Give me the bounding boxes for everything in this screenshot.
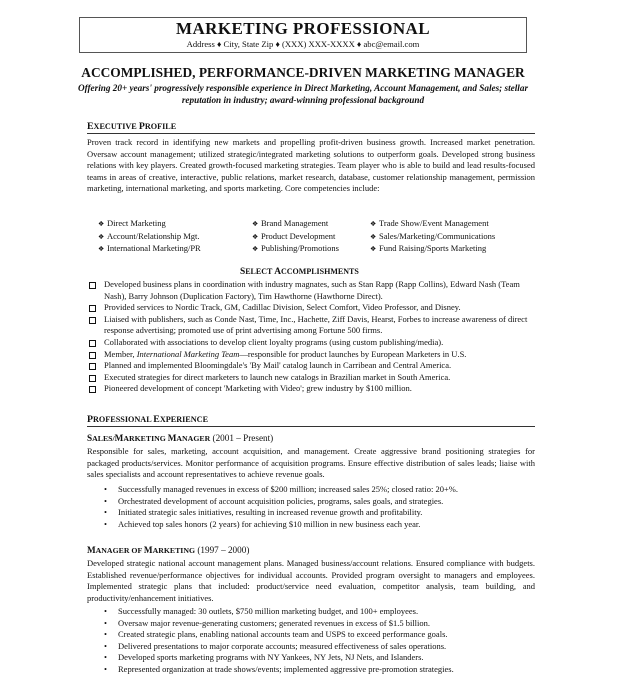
accomplishment-text: Provided services to Nordic Track, GM, Cadillac Division, Select Comfort, Video Professor, and Disney.: [104, 302, 461, 313]
heading-letter: S: [240, 267, 246, 277]
accomplishment-text: Executed strategies for direct marketers to launch new catalogs in Brazilian market in South America.: [104, 371, 451, 382]
competency-label: Product Development: [261, 230, 336, 241]
job-dates: (1997 – 2000): [195, 545, 250, 555]
heading-letter: A: [274, 267, 281, 277]
achievement-item: • Represented organization at trade shows/events; implemented aggressive pre-promotion strategies.: [102, 664, 534, 676]
checkbox-icon: [89, 363, 96, 370]
achievement-item: • Orchestrated development of account acquisition policies, programs, sales goals, and strategies.: [102, 496, 534, 508]
accomplishment-item: [87, 279, 535, 302]
competency-item: [98, 231, 201, 244]
team-name: International Marketing Team: [136, 348, 240, 359]
checkbox-icon: [89, 386, 96, 393]
achievement-item: • Achieved top sales honors (2 years) for achieving $10 million in new business each year.: [102, 519, 534, 531]
job-title: [87, 545, 195, 555]
diamond-bullet-icon: ❖: [252, 245, 259, 254]
competency-label: Direct Marketing: [107, 218, 166, 228]
competency-column-3: [370, 218, 495, 256]
accomplishment-text: Liaised with publishers, such as Conde Nast, Time, Inc., Hachette, Ziff Davis, Hearst, Forbes to increase awareness of direct response advertising; promoted use of print advertising among Fortune 500 firms.: [104, 313, 528, 336]
heading-text: ARKETING: [152, 546, 196, 555]
job-summary: Developed strategic national account management plans. Managed business/account relations. Ensured compliance with budgets. Established revenue/performance objectives for individual accounts. Provided program oversight to managers and employees. Implemented strategic plans that included: product/service need evaluation, competitor analysis, team building, and productivity/enhancement initiatives.: [87, 558, 535, 603]
competency-label: Account/Relationship Mgt.: [107, 230, 200, 241]
job-title: [87, 433, 210, 443]
job-achievements-list: [102, 484, 534, 530]
accomplishment-item: [87, 302, 535, 314]
diamond-bullet-icon: ❖: [252, 220, 259, 228]
candidate-title: MARKETING PROFESSIONAL: [176, 19, 430, 38]
checkbox-icon: [89, 305, 96, 312]
accomplishment-item: [87, 383, 535, 395]
competency-label: International Marketing/PR: [107, 243, 201, 254]
heading-text: CCOMPLISHMENTS: [280, 267, 359, 276]
heading-letter: E: [87, 121, 94, 132]
accomplishment-item: [87, 337, 535, 349]
heading-text: ROFESSIONAL: [92, 415, 154, 424]
job-summary: Responsible for sales, marketing, account acquisition, and management. Create aggressive brand positioning strategies for packaged products/services. Monitor performance of acquisition programs. Ensure effective distribution of sales leads; liaise with sales specialists and account representatives to achieve revenue goals.: [87, 446, 535, 480]
resume-headline: ACCOMPLISHED, PERFORMANCE-DRIVEN MARKETING MANAGER: [81, 65, 525, 80]
checkbox-icon: [89, 340, 96, 347]
competency-label: Brand Management: [261, 218, 329, 228]
achievement-item: • Developed sports marketing programs with NY Yankees, NY Jets, NJ Nets, and Islanders.: [102, 652, 534, 664]
competency-column-1: [98, 218, 201, 256]
achievement-item: • Successfully managed: 30 outlets, $750 million marketing budget, and 100+ employees.: [102, 606, 534, 618]
header-box: [79, 17, 527, 53]
diamond-bullet-icon: ❖: [252, 232, 259, 241]
job-achievements-list: [102, 606, 534, 676]
competency-item: [252, 218, 339, 231]
diamond-bullet-icon: ❖: [370, 220, 377, 228]
heading-text: ANAGER: [176, 434, 211, 443]
achievement-item: • Successfully managed revenues in excess of $200 million; increased sales 25%; closed ratio: 20+%.: [102, 484, 534, 496]
accomplishment-item: [87, 360, 535, 372]
section-heading-executive-profile: [87, 121, 535, 134]
achievement-item: • Delivered presentations to major corporate accounts; measured effectiveness of sales operations.: [102, 641, 534, 653]
heading-text: XECUTIVE: [93, 122, 139, 131]
heading-letter: P: [138, 121, 145, 132]
competency-item: [370, 231, 495, 244]
accomplishment-item: [87, 314, 535, 337]
competency-label: Fund Raising/Sports Marketing: [379, 243, 487, 254]
contact-line: Address ♦ City, State Zip ♦ (XXX) XXX-XXXX ♦ abc@email.com: [186, 39, 420, 49]
heading-text: ELECT: [245, 267, 275, 276]
offering-statement: Offering 20+ years' progressively responsible experience in Direct Marketing, Account Management, and Sales; stellar reputation in industry; award-winning professional background: [77, 83, 529, 105]
competency-item: [98, 243, 201, 256]
accomplishment-text: Pioneered development of concept 'Marketing with Video'; grew industry by $100 million.: [104, 383, 412, 394]
achievement-item: • Initiated strategic sales initiatives, resulting in increased revenue growth and profitability.: [102, 507, 534, 519]
diamond-bullet-icon: ❖: [98, 232, 105, 241]
accomplishment-text: —responsible for product launches by European Marketers in U.S.: [239, 348, 467, 359]
heading-letter: M: [167, 433, 177, 443]
heading-letter: S: [87, 433, 93, 443]
checkbox-icon: [89, 375, 96, 382]
heading-text: XPERIENCE: [159, 415, 209, 424]
diamond-bullet-icon: ❖: [98, 245, 105, 254]
executive-summary: Proven track record in identifying new markets and propelling profit-driven business growth. Increased market penetration. Oversaw account management; utilized strategic/integrated marketing solutions to outperform goals. Developed strong business relations with key players. Created growth-focused marketing strategies. Team player who is able to build and lead results-focused teams in areas of creative, interactive, public relations, market research, database, customer relationship management, permission marketing, international marketing, and sports marketing. Core competencies include:: [87, 137, 535, 194]
diamond-bullet-icon: ❖: [370, 232, 377, 241]
heading-text: ROFILE: [144, 122, 177, 131]
job-title-manager-of-marketing: [87, 545, 249, 555]
accomplishment-item: [87, 349, 535, 361]
section-heading-professional-experience: [87, 414, 535, 427]
heading-letter: M: [143, 545, 153, 555]
competency-item: [98, 218, 201, 231]
diamond-bullet-icon: ❖: [370, 245, 377, 254]
competency-label: Sales/Marketing/Communications: [379, 230, 496, 241]
heading-letter: M: [87, 545, 96, 555]
checkbox-icon: [89, 282, 96, 289]
achievement-item: • Oversaw major revenue-generating customers; generated revenues in excess of $1.5 billion.: [102, 618, 534, 630]
accomplishment-text: Collaborated with associations to develop client loyalty programs (using custom publishing/media).: [104, 336, 444, 347]
heading-text: ANAGER OF: [95, 546, 144, 555]
select-accomplishments-heading: [240, 267, 359, 277]
diamond-bullet-icon: ❖: [98, 220, 105, 228]
competency-item: [370, 218, 495, 231]
accomplishment-text: Member,: [104, 348, 137, 359]
competency-item: [252, 231, 339, 244]
competency-item: [370, 243, 495, 256]
job-title-sales-marketing-manager: [87, 433, 273, 443]
heading-text: ALES/: [92, 434, 115, 443]
competency-label: Publishing/Promotions: [261, 243, 339, 254]
accomplishments-list: [87, 279, 535, 395]
heading-letter: P: [87, 414, 93, 425]
competency-column-2: [252, 218, 339, 256]
achievement-item: • Created strategic plans, enabling national accounts team and USPS to exceed performance goals.: [102, 629, 534, 641]
accomplishment-text: Developed business plans in coordination with industry magnates, such as Stan Rapp (Rapp Collins), Edward Nash (Team Nash), Barry Johnson (Duplication Factory), Tim Hawthorne (Hawthorne Direct).: [104, 279, 520, 301]
competency-label: Trade Show/Event Management: [379, 218, 489, 228]
accomplishment-text: Planned and implemented Bloomingdale's 'By Mail' catalog launch in Carribean and Central America.: [104, 360, 452, 371]
heading-letter: E: [153, 414, 160, 425]
heading-letter: M: [114, 433, 124, 443]
checkbox-icon: [89, 317, 96, 324]
checkbox-icon: [89, 352, 96, 359]
job-dates: (2001 – Present): [210, 433, 274, 443]
competency-item: [252, 243, 339, 256]
accomplishment-item: [87, 372, 535, 384]
heading-text: ARKETING: [123, 434, 168, 443]
